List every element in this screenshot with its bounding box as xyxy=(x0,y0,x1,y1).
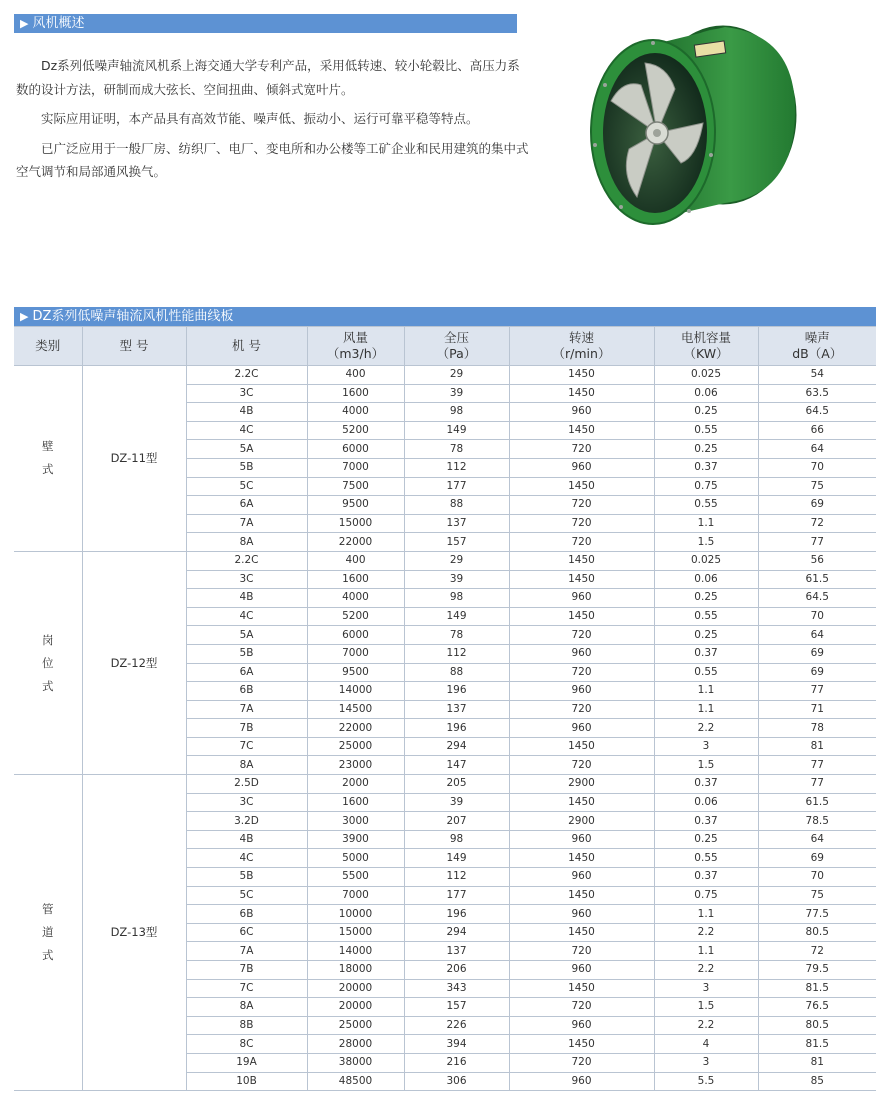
table-cell: 3 xyxy=(654,979,758,998)
table-cell: 4000 xyxy=(307,403,404,422)
table-cell: 207 xyxy=(404,812,509,831)
table-cell: 0.55 xyxy=(654,849,758,868)
table-cell: 7000 xyxy=(307,644,404,663)
table-cell: 39 xyxy=(404,384,509,403)
table-cell: 149 xyxy=(404,849,509,868)
table-cell: 63.5 xyxy=(758,384,876,403)
table-cell: 1450 xyxy=(509,1035,654,1054)
performance-table xyxy=(14,326,876,1091)
column-header-unit: dB（A） xyxy=(792,346,843,361)
table-cell: 4C xyxy=(186,849,307,868)
table-cell: 76.5 xyxy=(758,998,876,1017)
table-cell: 1.1 xyxy=(654,700,758,719)
table-cell: 226 xyxy=(404,1016,509,1035)
table-cell: 960 xyxy=(509,961,654,980)
table-cell: 61.5 xyxy=(758,793,876,812)
table-cell: 0.25 xyxy=(654,626,758,645)
table-cell: 6B xyxy=(186,682,307,701)
table-row xyxy=(14,366,876,385)
table-cell: 7A xyxy=(186,700,307,719)
table-cell: 56 xyxy=(758,551,876,570)
table-cell: 66 xyxy=(758,421,876,440)
table-cell: 216 xyxy=(404,1053,509,1072)
table-cell: 206 xyxy=(404,961,509,980)
table-cell: 71 xyxy=(758,700,876,719)
table-cell: 0.025 xyxy=(654,366,758,385)
table-cell: 4 xyxy=(654,1035,758,1054)
table-cell: 0.55 xyxy=(654,421,758,440)
table-cell: 720 xyxy=(509,663,654,682)
table-cell: 720 xyxy=(509,1053,654,1072)
model-cell: DZ-12型 xyxy=(82,551,186,774)
column-header-label: 类别 xyxy=(35,338,61,353)
table-cell: 7C xyxy=(186,737,307,756)
table-cell: 1450 xyxy=(509,737,654,756)
table-cell: 7000 xyxy=(307,886,404,905)
table-cell: 14500 xyxy=(307,700,404,719)
table-cell: 1450 xyxy=(509,886,654,905)
table-cell: 306 xyxy=(404,1072,509,1091)
table-cell: 0.55 xyxy=(654,607,758,626)
table-cell: 20000 xyxy=(307,979,404,998)
table-cell: 54 xyxy=(758,366,876,385)
table-row xyxy=(14,775,876,794)
table-cell: 0.06 xyxy=(654,793,758,812)
table-cell: 78 xyxy=(404,626,509,645)
table-cell: 196 xyxy=(404,682,509,701)
table-cell: 2.2C xyxy=(186,366,307,385)
table-cell: 137 xyxy=(404,700,509,719)
column-header-label: 全压 xyxy=(443,330,469,345)
table-cell: 2.2 xyxy=(654,923,758,942)
table-cell: 98 xyxy=(404,830,509,849)
table-cell: 400 xyxy=(307,366,404,385)
table-cell: 5A xyxy=(186,440,307,459)
table-cell: 1450 xyxy=(509,551,654,570)
table-cell: 29 xyxy=(404,551,509,570)
table-cell: 4C xyxy=(186,421,307,440)
table-cell: 3 xyxy=(654,737,758,756)
table-cell: 112 xyxy=(404,644,509,663)
table-cell: 960 xyxy=(509,682,654,701)
table-cell: 14000 xyxy=(307,682,404,701)
category-cell: 岗 位 式 xyxy=(14,551,82,774)
table-cell: 1450 xyxy=(509,979,654,998)
table-cell: 960 xyxy=(509,719,654,738)
table-cell: 0.37 xyxy=(654,775,758,794)
table-cell: 15000 xyxy=(307,514,404,533)
table-cell: 7500 xyxy=(307,477,404,496)
section-title: DZ系列低噪声轴流风机性能曲线板 xyxy=(32,309,234,324)
table-cell: 72 xyxy=(758,942,876,961)
table-cell: 4B xyxy=(186,589,307,608)
table-cell: 25000 xyxy=(307,1016,404,1035)
table-cell: 0.37 xyxy=(654,458,758,477)
axial-fan-photo xyxy=(585,15,805,245)
table-cell: 0.37 xyxy=(654,868,758,887)
intro-paragraph-2: 实际应用证明，本产品具有高效节能、噪声低、振动小、运行可靠平稳等特点。 xyxy=(41,111,479,126)
table-cell: 2.2 xyxy=(654,961,758,980)
table-cell: 4000 xyxy=(307,589,404,608)
table-cell: 0.06 xyxy=(654,384,758,403)
column-header-label: 风量 xyxy=(342,330,368,345)
table-cell: 343 xyxy=(404,979,509,998)
table-cell: 69 xyxy=(758,644,876,663)
table-cell: 157 xyxy=(404,998,509,1017)
table-cell: 1450 xyxy=(509,570,654,589)
section-header-performance xyxy=(14,307,876,326)
table-cell: 1600 xyxy=(307,793,404,812)
table-cell: 1.1 xyxy=(654,514,758,533)
table-cell: 149 xyxy=(404,607,509,626)
table-cell: 39 xyxy=(404,570,509,589)
table-cell: 0.37 xyxy=(654,812,758,831)
table-body xyxy=(14,366,876,1091)
table-cell: 9500 xyxy=(307,663,404,682)
table-cell: 960 xyxy=(509,830,654,849)
table-cell: 61.5 xyxy=(758,570,876,589)
column-header xyxy=(14,327,82,366)
section-title: 风机概述 xyxy=(32,16,85,31)
table-cell: 75 xyxy=(758,886,876,905)
table-cell: 5.5 xyxy=(654,1072,758,1091)
table-cell: 22000 xyxy=(307,719,404,738)
table-cell: 70 xyxy=(758,868,876,887)
column-header-unit: （Pa） xyxy=(436,346,477,361)
table-cell: 720 xyxy=(509,496,654,515)
table-row xyxy=(14,551,876,570)
table-cell: 64 xyxy=(758,440,876,459)
table-cell: 7C xyxy=(186,979,307,998)
table-cell: 77 xyxy=(758,533,876,552)
table-cell: 0.06 xyxy=(654,570,758,589)
table-cell: 98 xyxy=(404,403,509,422)
table-cell: 72 xyxy=(758,514,876,533)
table-cell: 0.37 xyxy=(654,644,758,663)
table-cell: 149 xyxy=(404,421,509,440)
table-cell: 15000 xyxy=(307,923,404,942)
column-header xyxy=(307,327,404,366)
table-cell: 7B xyxy=(186,719,307,738)
table-cell: 0.25 xyxy=(654,589,758,608)
table-cell: 1.5 xyxy=(654,998,758,1017)
table-cell: 0.25 xyxy=(654,830,758,849)
table-cell: 88 xyxy=(404,663,509,682)
table-cell: 1450 xyxy=(509,849,654,868)
column-header xyxy=(758,327,876,366)
column-header xyxy=(654,327,758,366)
table-cell: 6B xyxy=(186,905,307,924)
table-cell: 20000 xyxy=(307,998,404,1017)
table-cell: 294 xyxy=(404,923,509,942)
category-cell: 管 道 式 xyxy=(14,775,82,1091)
intro-paragraph-1: Dz系列低噪声轴流风机系上海交通大学专利产品，采用低转速、较小轮毂比、高压力系数的设计方法，研制而成大弦长、空间扭曲、倾斜式宽叶片。 xyxy=(16,58,520,97)
table-cell: 78 xyxy=(404,440,509,459)
table-cell: 4B xyxy=(186,830,307,849)
table-cell: 64.5 xyxy=(758,403,876,422)
table-cell: 5C xyxy=(186,886,307,905)
table-cell: 88 xyxy=(404,496,509,515)
table-cell: 3C xyxy=(186,793,307,812)
table-cell: 112 xyxy=(404,458,509,477)
table-cell: 7B xyxy=(186,961,307,980)
section-header-overview xyxy=(14,14,517,33)
table-cell: 5200 xyxy=(307,607,404,626)
table-cell: 8B xyxy=(186,1016,307,1035)
table-cell: 960 xyxy=(509,1072,654,1091)
table-cell: 960 xyxy=(509,458,654,477)
table-cell: 70 xyxy=(758,458,876,477)
table-cell: 78.5 xyxy=(758,812,876,831)
table-header-row xyxy=(14,327,876,366)
column-header xyxy=(186,327,307,366)
table-cell: 39 xyxy=(404,793,509,812)
table-cell: 23000 xyxy=(307,756,404,775)
column-header-label: 转速 xyxy=(568,330,594,345)
triangle-bullet-icon: ▶ xyxy=(20,310,29,323)
table-cell: 0.025 xyxy=(654,551,758,570)
table-cell: 0.55 xyxy=(654,663,758,682)
column-header-label: 机 号 xyxy=(232,338,261,353)
table-cell: 6A xyxy=(186,496,307,515)
table-cell: 77 xyxy=(758,756,876,775)
table-cell: 64.5 xyxy=(758,589,876,608)
table-cell: 25000 xyxy=(307,737,404,756)
table-cell: 80.5 xyxy=(758,923,876,942)
table-cell: 7000 xyxy=(307,458,404,477)
table-cell: 18000 xyxy=(307,961,404,980)
column-header-label: 噪声 xyxy=(804,330,830,345)
table-cell: 0.55 xyxy=(654,496,758,515)
table-cell: 8C xyxy=(186,1035,307,1054)
table-cell: 1600 xyxy=(307,570,404,589)
table-cell: 4B xyxy=(186,403,307,422)
table-cell: 0.25 xyxy=(654,403,758,422)
table-cell: 960 xyxy=(509,403,654,422)
table-cell: 9500 xyxy=(307,496,404,515)
intro-text xyxy=(16,54,531,190)
table-cell: 196 xyxy=(404,719,509,738)
table-cell: 22000 xyxy=(307,533,404,552)
table-cell: 5200 xyxy=(307,421,404,440)
table-cell: 10000 xyxy=(307,905,404,924)
table-cell: 112 xyxy=(404,868,509,887)
table-cell: 78 xyxy=(758,719,876,738)
table-cell: 5B xyxy=(186,868,307,887)
table-cell: 400 xyxy=(307,551,404,570)
model-cell: DZ-13型 xyxy=(82,775,186,1091)
table-cell: 6A xyxy=(186,663,307,682)
table-cell: 177 xyxy=(404,886,509,905)
table-cell: 81 xyxy=(758,1053,876,1072)
table-cell: 3C xyxy=(186,384,307,403)
table-cell: 177 xyxy=(404,477,509,496)
table-cell: 720 xyxy=(509,756,654,775)
table-cell: 98 xyxy=(404,589,509,608)
column-header-unit: （m3/h） xyxy=(326,346,385,361)
table-cell: 3.2D xyxy=(186,812,307,831)
table-cell: 2900 xyxy=(509,812,654,831)
table-cell: 29 xyxy=(404,366,509,385)
table-cell: 960 xyxy=(509,644,654,663)
table-cell: 3C xyxy=(186,570,307,589)
table-cell: 1.5 xyxy=(654,533,758,552)
table-cell: 720 xyxy=(509,942,654,961)
table-cell: 720 xyxy=(509,700,654,719)
table-cell: 1450 xyxy=(509,923,654,942)
table-cell: 7A xyxy=(186,942,307,961)
table-cell: 69 xyxy=(758,663,876,682)
table-cell: 2000 xyxy=(307,775,404,794)
table-cell: 0.75 xyxy=(654,886,758,905)
column-header-label: 型 号 xyxy=(119,338,149,353)
table-cell: 64 xyxy=(758,626,876,645)
table-cell: 2900 xyxy=(509,775,654,794)
triangle-bullet-icon: ▶ xyxy=(20,17,29,30)
table-cell: 5000 xyxy=(307,849,404,868)
table-cell: 960 xyxy=(509,905,654,924)
table-cell: 720 xyxy=(509,998,654,1017)
table-cell: 14000 xyxy=(307,942,404,961)
table-cell: 1.1 xyxy=(654,682,758,701)
table-cell: 5B xyxy=(186,458,307,477)
table-cell: 157 xyxy=(404,533,509,552)
table-cell: 960 xyxy=(509,589,654,608)
column-header xyxy=(82,327,186,366)
table-cell: 3 xyxy=(654,1053,758,1072)
category-cell: 壁 式 xyxy=(14,366,82,552)
table-cell: 77 xyxy=(758,775,876,794)
table-cell: 77 xyxy=(758,682,876,701)
table-cell: 1450 xyxy=(509,477,654,496)
table-cell: 0.75 xyxy=(654,477,758,496)
table-cell: 196 xyxy=(404,905,509,924)
table-cell: 394 xyxy=(404,1035,509,1054)
table-cell: 6000 xyxy=(307,626,404,645)
table-cell: 77.5 xyxy=(758,905,876,924)
table-cell: 8A xyxy=(186,533,307,552)
table-cell: 3000 xyxy=(307,812,404,831)
table-cell: 2.2 xyxy=(654,1016,758,1035)
table-cell: 1450 xyxy=(509,421,654,440)
table-cell: 2.2C xyxy=(186,551,307,570)
column-header xyxy=(404,327,509,366)
table-cell: 1450 xyxy=(509,384,654,403)
table-cell: 8A xyxy=(186,756,307,775)
column-header xyxy=(509,327,654,366)
table-cell: 294 xyxy=(404,737,509,756)
table-cell: 7A xyxy=(186,514,307,533)
table-cell: 3900 xyxy=(307,830,404,849)
table-cell: 1450 xyxy=(509,607,654,626)
table-cell: 720 xyxy=(509,514,654,533)
table-cell: 147 xyxy=(404,756,509,775)
table-cell: 205 xyxy=(404,775,509,794)
table-cell: 70 xyxy=(758,607,876,626)
table-cell: 2.2 xyxy=(654,719,758,738)
table-cell: 5500 xyxy=(307,868,404,887)
table-cell: 19A xyxy=(186,1053,307,1072)
table-cell: 137 xyxy=(404,942,509,961)
table-cell: 28000 xyxy=(307,1035,404,1054)
table-cell: 5B xyxy=(186,644,307,663)
table-cell: 38000 xyxy=(307,1053,404,1072)
table-cell: 80.5 xyxy=(758,1016,876,1035)
table-cell: 720 xyxy=(509,533,654,552)
table-cell: 1450 xyxy=(509,793,654,812)
column-header-unit: （r/min） xyxy=(552,346,611,361)
table-cell: 10B xyxy=(186,1072,307,1091)
table-cell: 81 xyxy=(758,737,876,756)
table-cell: 960 xyxy=(509,868,654,887)
table-cell: 64 xyxy=(758,830,876,849)
table-cell: 48500 xyxy=(307,1072,404,1091)
intro-paragraph-3: 已广泛应用于一般厂房、纺织厂、电厂、变电所和办公楼等工矿企业和民用建筑的集中式空气调节和局部通风换气。 xyxy=(16,140,529,179)
table-cell: 1600 xyxy=(307,384,404,403)
table-cell: 75 xyxy=(758,477,876,496)
table-cell: 720 xyxy=(509,440,654,459)
table-cell: 0.25 xyxy=(654,440,758,459)
table-cell: 4C xyxy=(186,607,307,626)
table-cell: 81.5 xyxy=(758,979,876,998)
table-cell: 1.5 xyxy=(654,756,758,775)
table-cell: 137 xyxy=(404,514,509,533)
table-cell: 1.1 xyxy=(654,905,758,924)
table-cell: 5C xyxy=(186,477,307,496)
table-cell: 720 xyxy=(509,626,654,645)
table-cell: 5A xyxy=(186,626,307,645)
table-cell: 8A xyxy=(186,998,307,1017)
table-cell: 81.5 xyxy=(758,1035,876,1054)
column-header-label: 电机容量 xyxy=(680,330,731,345)
table-cell: 85 xyxy=(758,1072,876,1091)
table-cell: 2.5D xyxy=(186,775,307,794)
table-cell: 1.1 xyxy=(654,942,758,961)
column-header-unit: （KW） xyxy=(683,346,729,361)
table-cell: 69 xyxy=(758,849,876,868)
table-cell: 69 xyxy=(758,496,876,515)
table-cell: 1450 xyxy=(509,366,654,385)
model-cell: DZ-11型 xyxy=(82,366,186,552)
table-cell: 6C xyxy=(186,923,307,942)
table-cell: 6000 xyxy=(307,440,404,459)
table-cell: 79.5 xyxy=(758,961,876,980)
table-cell: 960 xyxy=(509,1016,654,1035)
